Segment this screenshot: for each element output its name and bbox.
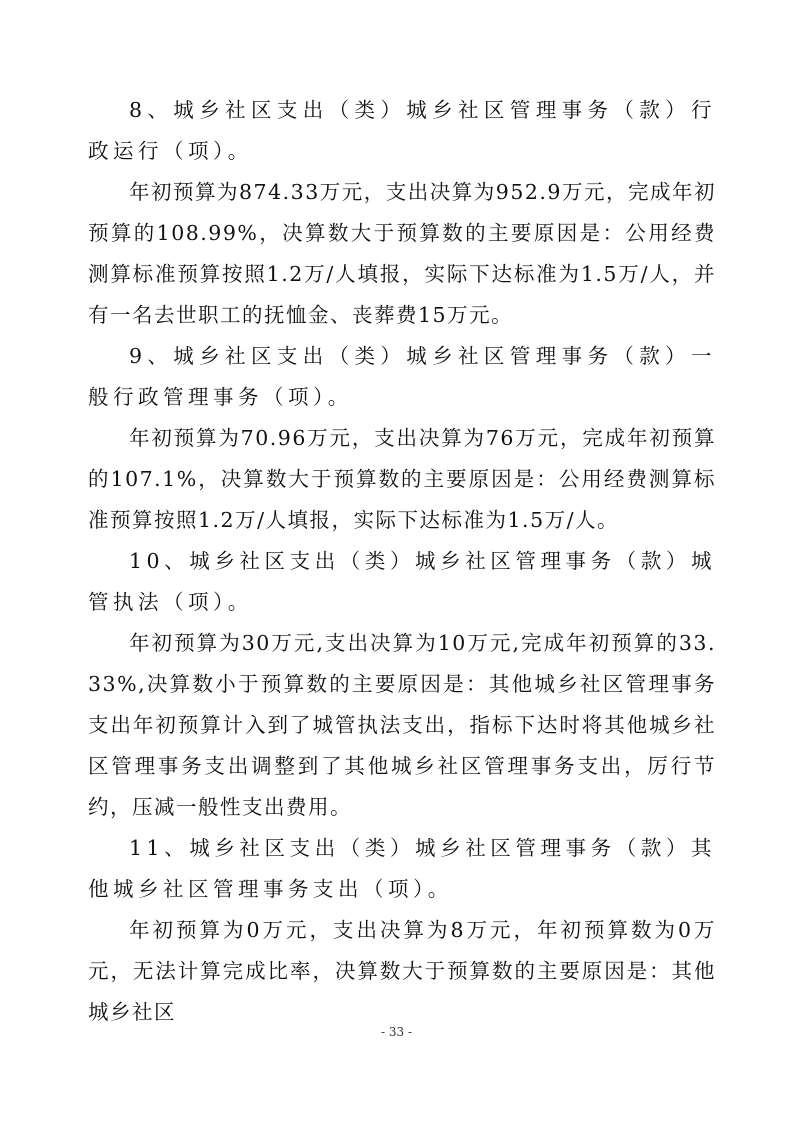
paragraph-item-10: 年初预算为30万元,支出决算为10万元,完成年初预算的33.33%,决算数小于预算数的主要原因是：其他城乡社区管理事务支出年初预算计入到了城管执法支出，指标下达时将其他城乡社区管理事务支出调整到了其他城乡社区管理事务支出，厉行节约，压减一般性支出费用。: [88, 631, 716, 819]
section-heading-8: 8、城乡社区支出（类）城乡社区管理事务（款）行政运行（项）。: [88, 98, 716, 163]
paragraph-item-11: 年初预算为0万元，支出决算为8万元，年初预算数为0万元，无法计算完成比率，决算数大于预算数的主要原因是：其他城乡社区: [88, 918, 716, 1024]
section-heading-10: 10、城乡社区支出（类）城乡社区管理事务（款）城管执法（项）。: [88, 549, 716, 614]
page-number: - 33 -: [380, 1025, 412, 1039]
paragraph-item-9: 年初预算为70.96万元，支出决算为76万元，完成年初预算的107.1%，决算数大于预算数的主要原因是：公用经费测算标准预算按照1.2万/人填报，实际下达标准为1.5万/人。: [88, 426, 716, 532]
paragraph-item-8: 年初预算为874.33万元，支出决算为952.9万元，完成年初预算的108.99%，决算数大于预算数的主要原因是：公用经费测算标准预算按照1.2万/人填报，实际下达标准为1.5万/人，并有一名去世职工的抚恤金、丧葬费15万元。: [88, 180, 716, 327]
section-heading-9: 9、城乡社区支出（类）城乡社区管理事务（款）一般行政管理事务（项）。: [88, 344, 716, 409]
section-heading-11: 11、城乡社区支出（类）城乡社区管理事务（款）其他城乡社区管理事务支出（项）。: [88, 836, 716, 901]
document-body: [88, 90, 716, 1033]
